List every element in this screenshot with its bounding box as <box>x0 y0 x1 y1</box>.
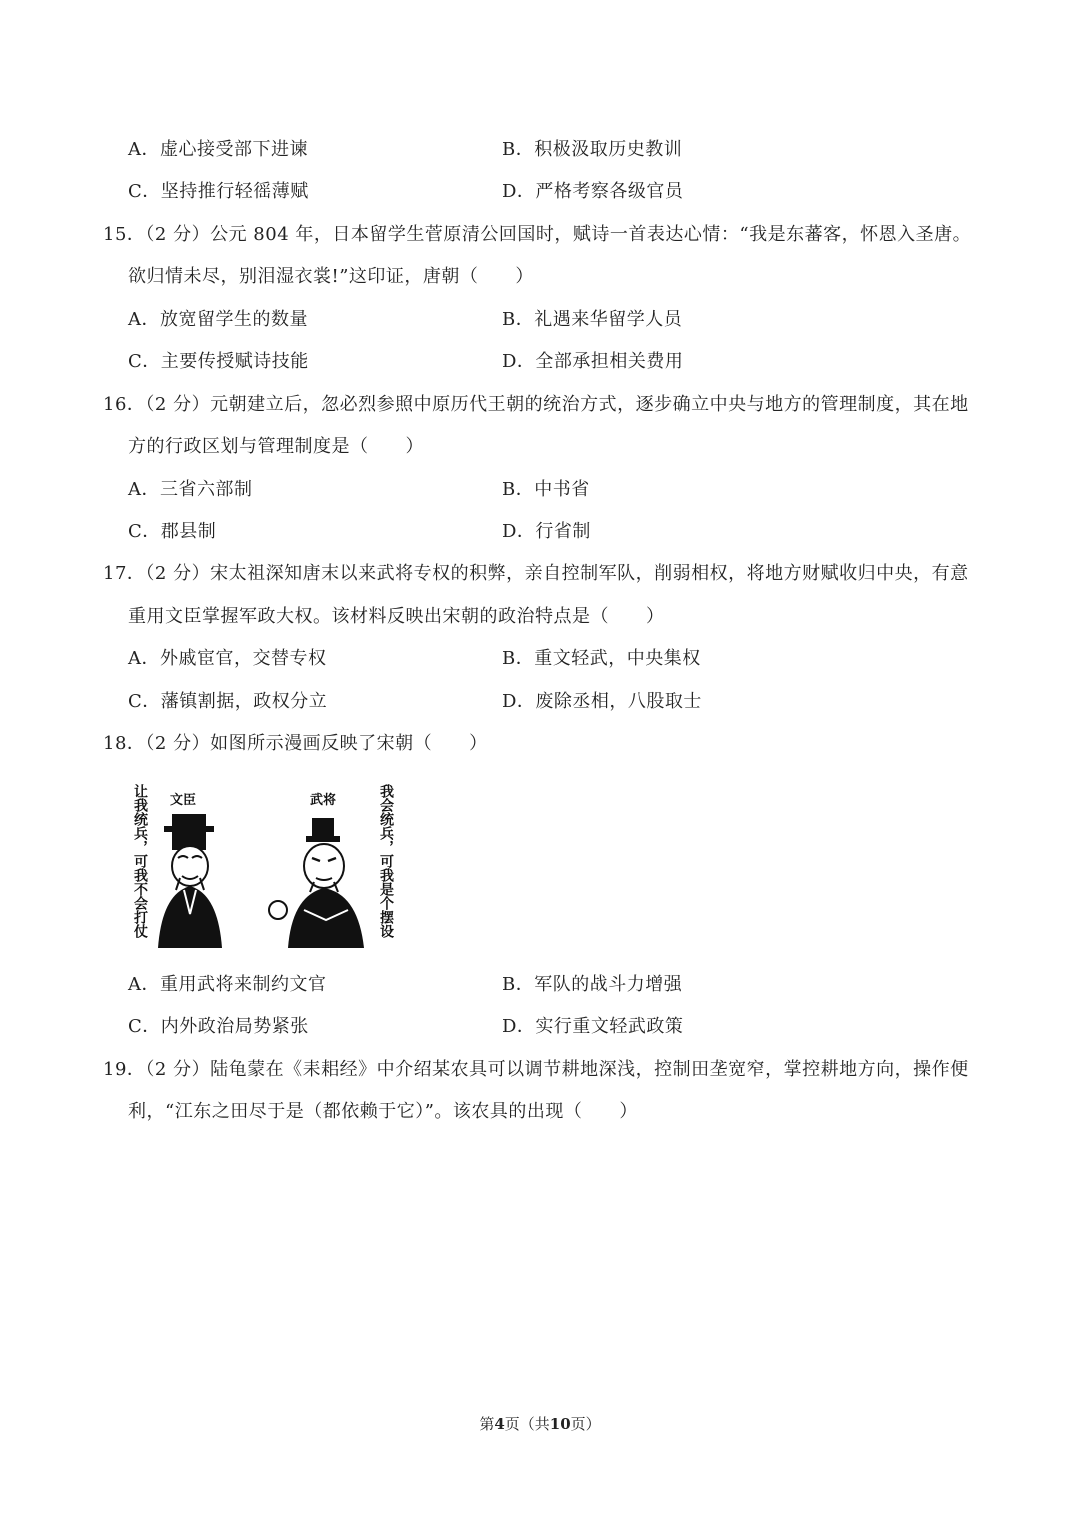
footer-suffix: 页） <box>570 1415 601 1433</box>
q18-cartoon-image <box>128 778 400 950</box>
q18-stem-line1: 18．（2 分）如图所示漫画反映了宋朝（ ） <box>103 733 488 754</box>
q19-stem-line2: 利，“江东之田尽于是（都依赖于它）”。该农具的出现（ ） <box>128 1101 638 1122</box>
cartoon-right-caption: 我会统兵，可我是个摆设 <box>378 784 394 938</box>
page-footer <box>0 1413 1080 1435</box>
q14-option-c: C．坚持推行轻徭薄赋 <box>128 181 309 202</box>
footer-page-number: 4 <box>494 1415 505 1433</box>
q15-stem-line2: 欲归情未尽，别泪湿衣裳!”这印证，唐朝（ ） <box>128 266 534 287</box>
q17-option-b: B．重文轻武，中央集权 <box>502 648 701 669</box>
q18-option-d: D．实行重文轻武政策 <box>502 1016 684 1037</box>
q15-stem-line1: 15．（2 分）公元 804 年，日本留学生菅原清公回国时，赋诗一首表达心情：“我是东蕃客，怀恩入圣唐。 <box>103 224 972 245</box>
q17-option-c: C．藩镇割据，政权分立 <box>128 691 328 712</box>
footer-total-pages: 10 <box>549 1415 571 1433</box>
q16-stem-line1: 16．（2 分）元朝建立后，忽必烈参照中原历代王朝的统治方式，逐步确立中央与地方的管理制度，其在地 <box>103 394 969 415</box>
q18-option-c: C．内外政治局势紧张 <box>128 1016 309 1037</box>
cartoon-left-caption: 让我统兵，可我不会打仗 <box>132 784 148 938</box>
q15-option-b: B．礼遇来华留学人员 <box>502 309 683 330</box>
q14-option-a: A．虚心接受部下进谏 <box>128 139 308 160</box>
q17-option-a: A．外戚宦官，交替专权 <box>128 648 327 669</box>
q16-option-c: C．郡县制 <box>128 521 217 542</box>
q14-option-d: D．严格考察各级官员 <box>502 181 684 202</box>
q15-option-a: A．放宽留学生的数量 <box>128 309 308 330</box>
q17-stem-line1: 17．（2 分）宋太祖深知唐末以来武将专权的积弊，亲自控制军队，削弱相权，将地方财赋收归中央，有意 <box>103 563 969 584</box>
footer-prefix: 第 <box>479 1415 495 1433</box>
footer-middle: 页（共 <box>504 1415 550 1433</box>
q14-option-b: B．积极汲取历史教训 <box>502 139 683 160</box>
q19-stem-line1: 19．（2 分）陆龟蒙在《耒耜经》中介绍某农具可以调节耕地深浅，控制田垄宽窄，掌控耕地方向，操作便 <box>103 1059 969 1080</box>
q17-stem-line2: 重用文臣掌握军政大权。该材料反映出宋朝的政治特点是（ ） <box>128 606 665 627</box>
q18-option-a: A．重用武将来制约文官 <box>128 974 327 995</box>
q15-option-d: D．全部承担相关费用 <box>502 351 684 372</box>
q18-option-b: B．军队的战斗力增强 <box>502 974 683 995</box>
q17-option-d: D．废除丞相，八股取士 <box>502 691 702 712</box>
q16-option-b: B．中书省 <box>502 479 590 500</box>
scholar-official-figure <box>158 814 222 948</box>
general-figure <box>269 818 364 948</box>
q16-stem-line2: 方的行政区划与管理制度是（ ） <box>128 436 424 457</box>
cartoon-left-label: 文臣 <box>170 793 197 808</box>
q16-option-d: D．行省制 <box>502 521 591 542</box>
q16-option-a: A．三省六部制 <box>128 479 253 500</box>
q15-option-c: C．主要传授赋诗技能 <box>128 351 309 372</box>
cartoon-right-label: 武将 <box>310 793 337 808</box>
